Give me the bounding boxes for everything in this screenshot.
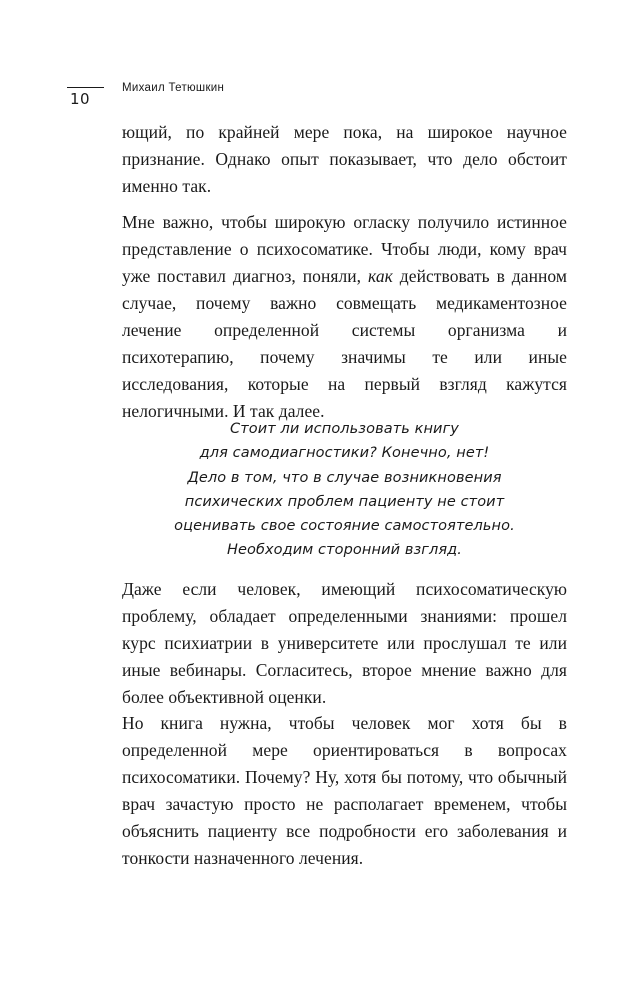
paragraph-text: Даже если человек, имеющий психосоматическую проблему, обладает определенными знаниями: прошел курс психиатрии в университете или прослушал те или иные вебинары. Согласитесь, второе мнение важно для более объективной оценки.: [122, 579, 567, 707]
pull-quote-line: оценивать свое состояние самостоятельно.: [174, 518, 515, 535]
pull-quote: [122, 417, 567, 563]
pull-quote-line: психических проблем пациенту не стоит: [184, 493, 505, 510]
pull-quote-line: Стоит ли использовать книгу: [230, 421, 459, 437]
paragraph: [122, 710, 567, 872]
page-number: 10: [70, 90, 91, 108]
paragraph-text-end: действовать в данном случае, почему важно совмещать медикаментозное лечение определенной системы организма и психотерапию, почему значимы те или иные исследования, которые на первый взгляд кажутся нелогичными. И так далее.: [122, 266, 567, 421]
paragraph-text: [122, 209, 567, 425]
emphasis: как: [368, 266, 393, 286]
paragraph-text-start: Мне важно, чтобы широкую огласку получило истинное представление о психосоматике. Чтобы люди, кому врач уже поставил диагноз, поняли,: [122, 212, 567, 286]
paragraph: [122, 209, 567, 425]
pull-quote-line: Необходим сторонний взгляд.: [226, 542, 463, 559]
pull-quote-line: Дело в том, что в случае возникновения: [187, 469, 502, 486]
header-rule: [67, 87, 104, 88]
paragraph: [122, 119, 567, 200]
pull-quote-line: для самодиагностики? Конечно, нет!: [199, 445, 490, 462]
paragraph: [122, 576, 567, 711]
running-head-author: Михаил Тетюшкин: [122, 82, 225, 94]
paragraph-text: ющий, по крайней мере пока, на широкое научное признание. Однако опыт показывает, что дело обстоит именно так.: [122, 122, 567, 196]
paragraph-text: Но книга нужна, чтобы человек мог хотя бы в определенной мере ориентироваться в вопросах психосоматики. Почему? Ну, хотя бы потому, что обычный врач зачастую просто не располагает временем, чтобы объяснить пациенту все подробности его заболевания и тонкости назначенного лечения.: [122, 713, 567, 868]
